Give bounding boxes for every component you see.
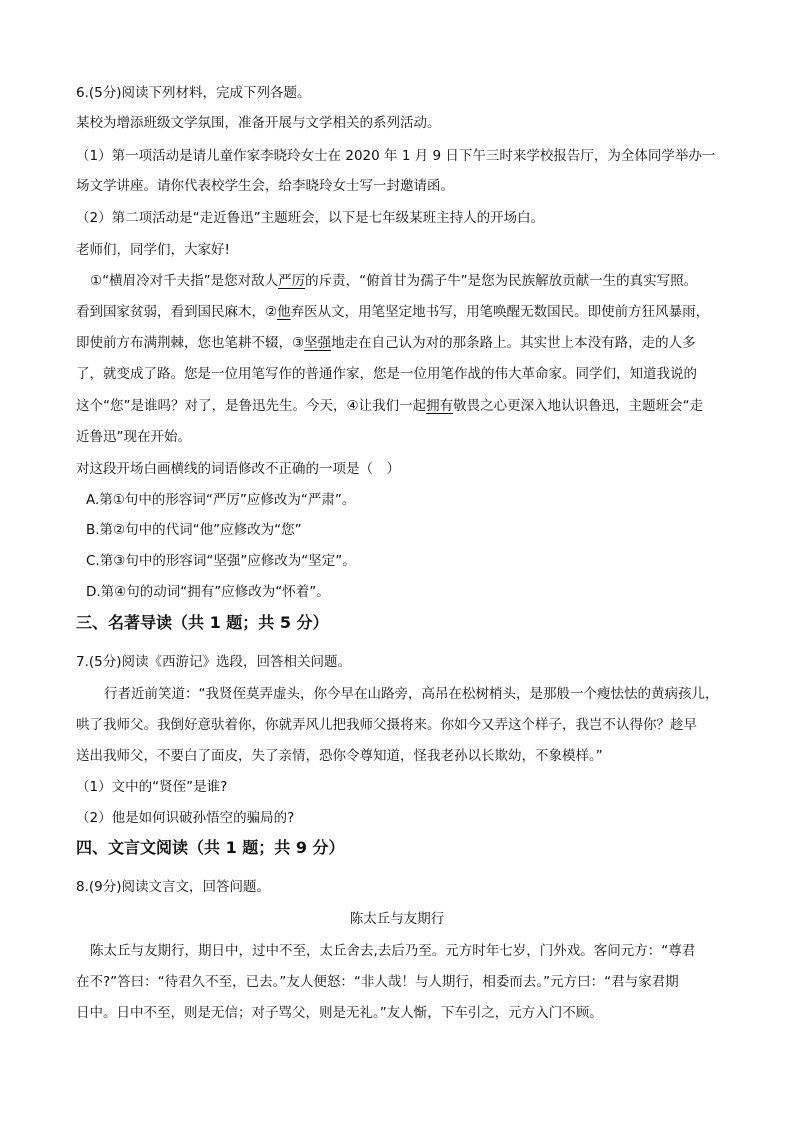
q8-heading: 8.(9分)阅读文言文，回答问题。	[76, 879, 271, 895]
q6-item1-line2: 场文学讲座。请你代表校学生会，给李晓玲女士写一封邀请函。	[76, 178, 454, 194]
passage-line-4: 了，就变成了路。您是一位用笔写作的普通作家，您是一位用笔作战的伟大革命家。同学们，知道我说的	[76, 366, 697, 382]
passage-text: 即使前方布满荆棘，您也笔耕不辍，③	[76, 335, 305, 351]
underlined-word-4: 拥有	[426, 398, 454, 414]
underlined-word-3: 坚强	[304, 335, 332, 351]
passage-text: 弃医从文，用笔坚定地书写，用笔唤醒无数国民。即使前方狂风暴雨，	[290, 304, 710, 320]
q6-greeting: 老师们，同学们，大家好!	[76, 242, 230, 258]
passage-text: 敬畏之心更深入地认识鲁迅，主题班会“走	[453, 398, 704, 414]
passage-text: 地走在自己认为对的那条路上。其实世上本没有路，走的人多	[331, 335, 696, 351]
passage-text: ①“横眉冷对千夫指”是您对敌人	[90, 273, 279, 289]
q6-question: 对这段开场白画横线的词语修改不正确的一项是（ ）	[76, 461, 400, 477]
section-3-heading: 三、名著导读（共 1 题；共 5 分）	[76, 613, 329, 632]
q6-intro: 某校为增添班级文学氛围，准备开展与文学相关的系列活动。	[76, 115, 441, 131]
passage-text: 这个“您”是谁吗？对了，是鲁迅先生。今天，④让我们一起	[76, 398, 427, 414]
section-4-heading: 四、文言文阅读（共 1 题；共 9 分）	[76, 838, 345, 857]
q7-text-line-2: 哄了我师父。我倒好意驮着你，你就弄风儿把我师父摄将来。你如今又弄这个样子，我岂不认得你？趁早	[76, 717, 697, 733]
q7-text-line-1: 行者近前笑道：“我贤侄莫弄虚头，你今早在山路旁，高吊在松树梢头，是那般一个瘦怯怯的黄病孩儿，	[104, 686, 719, 702]
underlined-word-2: 他	[277, 304, 291, 320]
q7-subquestion-1: （1）文中的“贤侄”是谁?	[76, 779, 228, 795]
q8-text-line-2: 在不?”答曰：“待君久不至，已去。”友人便怒：“非人哉！与人期行，相委而去。”元方曰：“君与家君期	[76, 974, 679, 990]
option-b: B.第②句中的代词“他”应修改为“您”	[86, 522, 302, 538]
passage-line-3	[76, 333, 726, 353]
option-d: D.第④句的动词“拥有”应修改为“怀着”。	[86, 584, 330, 600]
q6-heading: 6.(5分)阅读下列材料，完成下列各题。	[76, 85, 311, 101]
q8-text-line-3: 日中。日中不至，则是无信；对子骂父，则是无礼。”友人惭，下车引之，元方入门不顾。	[76, 1005, 603, 1021]
q8-passage-title: 陈太丘与友期行	[349, 911, 445, 927]
passage-text: 看到国家贫弱，看到国民麻木，②	[76, 304, 278, 320]
q6-item1-line1: （1）第一项活动是请儿童作家李晓玲女士在 2020 年 1 月 9 日下午三时来学校报告厅，为全体同学举办一	[76, 148, 716, 164]
q7-heading: 7.(5分)阅读《西游记》选段，回答相关问题。	[76, 654, 352, 670]
option-a: A.第①句中的形容词“严厉”应修改为“严肃”。	[86, 492, 356, 508]
passage-line-1	[90, 271, 740, 291]
q8-text-line-1: 陈太丘与友期行，期日中，过中不至，太丘舍去,去后乃至。元方时年七岁，门外戏。客问元方：“尊君	[90, 943, 696, 959]
option-c: C.第③句中的形容词“坚强”应修改为“坚定”。	[86, 553, 356, 569]
q7-text-line-3: 送出我师父，不要白了面皮，失了亲情，恐你令尊知道，怪我老孙以长欺幼，不象模样。”	[76, 748, 603, 764]
q7-subquestion-2: （2）他是如何识破孙悟空的骗局的?	[76, 810, 295, 826]
underlined-word-1: 严厉	[278, 273, 306, 289]
passage-line-5	[76, 396, 726, 416]
passage-line-6: 近鲁迅”现在开始。	[76, 429, 191, 445]
q6-item2: （2）第二项活动是“走近鲁迅”主题班会，以下是七年级某班主持人的开场白。	[76, 210, 545, 226]
passage-line-2	[76, 302, 726, 322]
passage-text: 的斥责，“俯首甘为孺子牛”是您为民族解放贡献一生的真实写照。	[305, 273, 698, 289]
